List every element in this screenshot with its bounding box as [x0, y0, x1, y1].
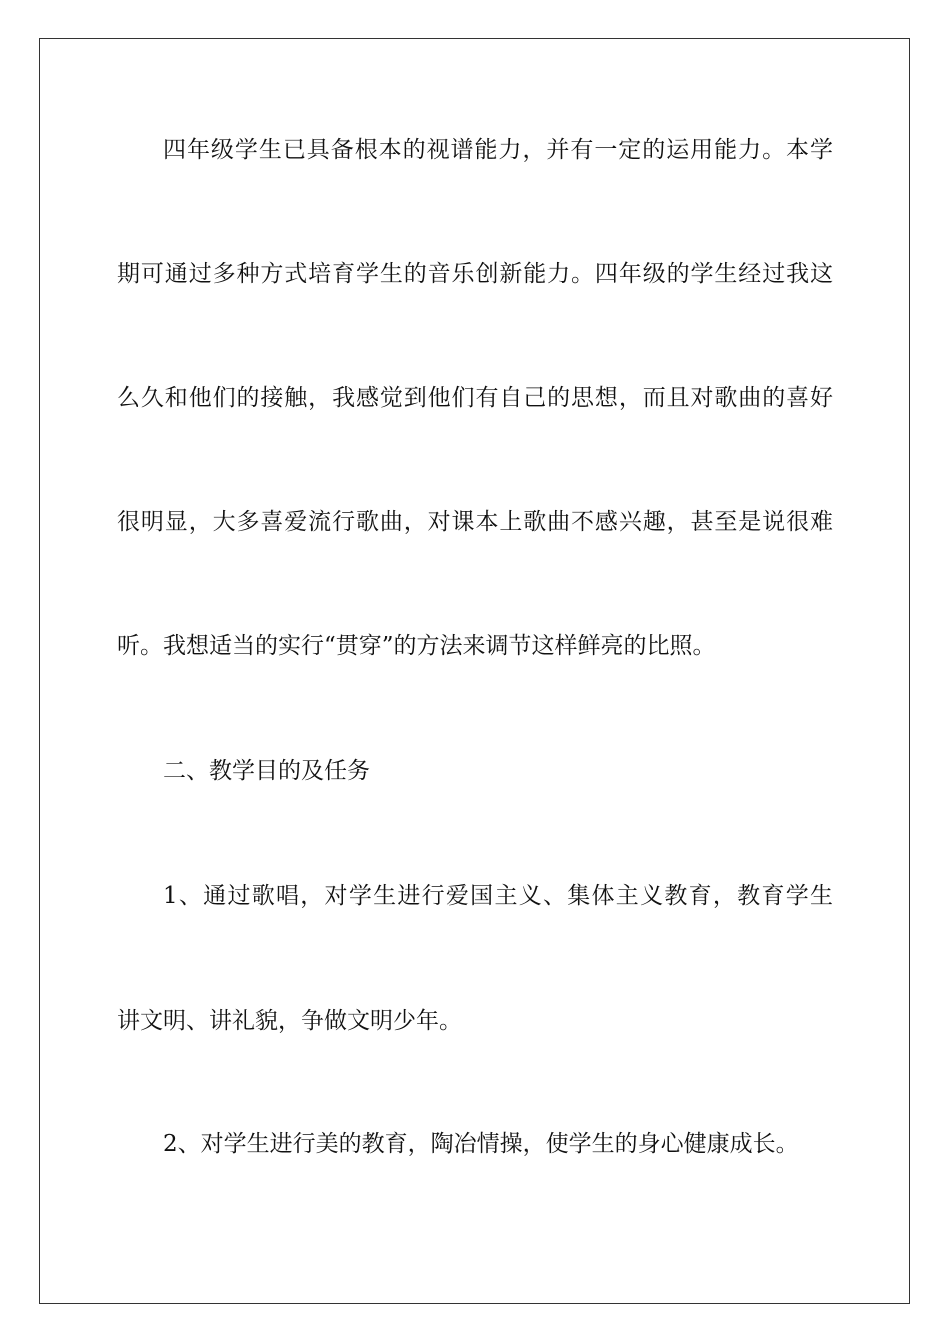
- section-heading: 二、教学目的及任务: [163, 758, 370, 784]
- list-item-line: 1、通过歌唱，对学生进行爱国主义、集体主义教育，教育学生: [163, 883, 833, 909]
- list-item-line: 2、对学生进行美的教育，陶冶情操，使学生的身心健康成长。: [163, 1131, 799, 1157]
- list-item-line: 讲文明、讲礼貌，争做文明少年。: [117, 1008, 462, 1034]
- paragraph-line: 四年级学生已具备根本的视谱能力，并有一定的运用能力。本学: [163, 137, 833, 163]
- paragraph-line: 很明显，大多喜爱流行歌曲，对课本上歌曲不感兴趣，甚至是说很难: [117, 509, 833, 535]
- paragraph-line: 听。我想适当的实行“贯穿”的方法来调节这样鲜亮的比照。: [117, 633, 716, 659]
- paragraph-line: 么久和他们的接触，我感觉到他们有自己的思想，而且对歌曲的喜好: [117, 385, 833, 411]
- paragraph-line: 期可通过多种方式培育学生的音乐创新能力。四年级的学生经过我这: [117, 261, 833, 287]
- page-border: [39, 38, 910, 1304]
